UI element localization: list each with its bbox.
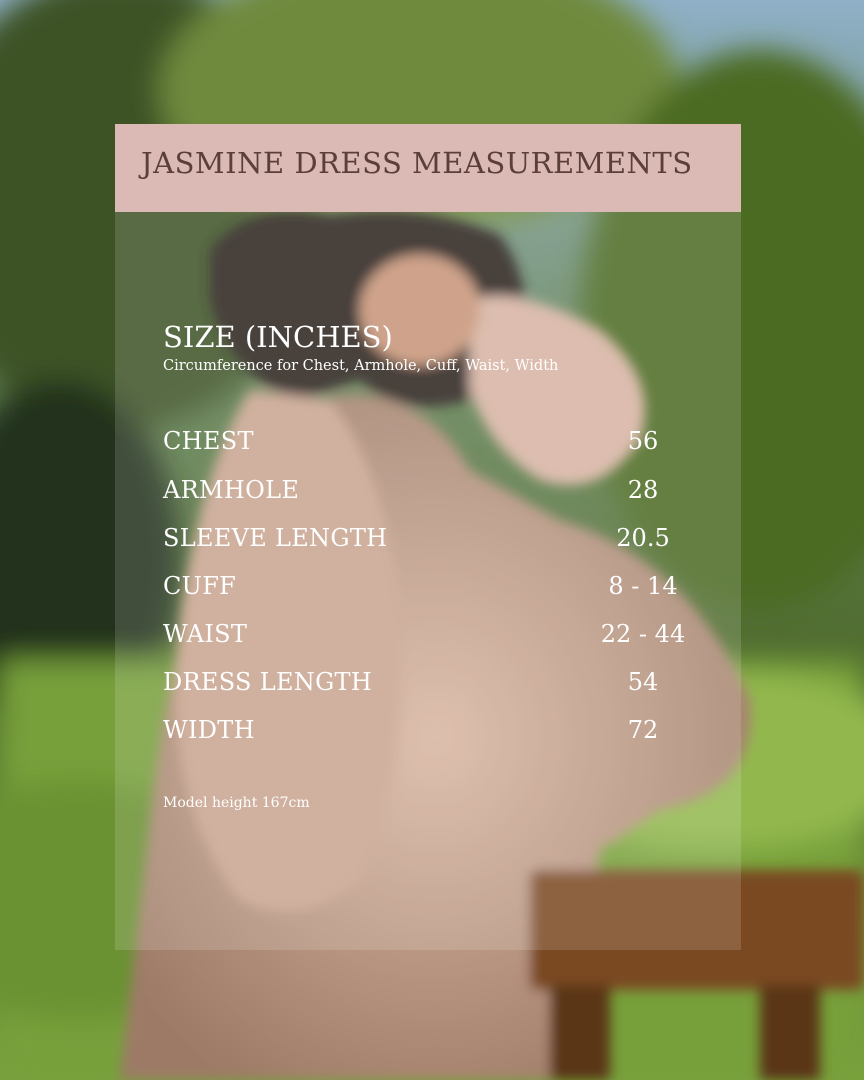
measurement-label-sleeve-length: SLEEVE LENGTH [163, 524, 388, 552]
measurement-label-width: WIDTH [163, 716, 255, 744]
measurement-label-chest: CHEST [163, 427, 254, 455]
measurement-label-cuff: CUFF [163, 572, 237, 600]
measurement-value-width: 72 [627, 716, 659, 744]
measurement-label-waist: WAIST [163, 620, 248, 648]
size-subheading: Circumference for Chest, Armhole, Cuff, Waist, Width [163, 358, 559, 374]
measurement-value-waist: 22 - 44 [600, 620, 686, 648]
measurement-value-sleeve-length: 20.5 [616, 524, 670, 552]
measurement-value-dress-length: 54 [627, 668, 659, 696]
page-title: JASMINE DRESS MEASUREMENTS [141, 146, 693, 180]
measurement-label-dress-length: DRESS LENGTH [163, 668, 373, 696]
measurement-value-chest: 56 [627, 427, 659, 455]
measurement-label-armhole: ARMHOLE [163, 476, 300, 504]
measurement-value-cuff: 8 - 14 [608, 572, 678, 600]
measurement-value-armhole: 28 [627, 476, 659, 504]
size-heading: SIZE (INCHES) [163, 320, 393, 354]
model-height-note: Model height 167cm [163, 795, 310, 811]
